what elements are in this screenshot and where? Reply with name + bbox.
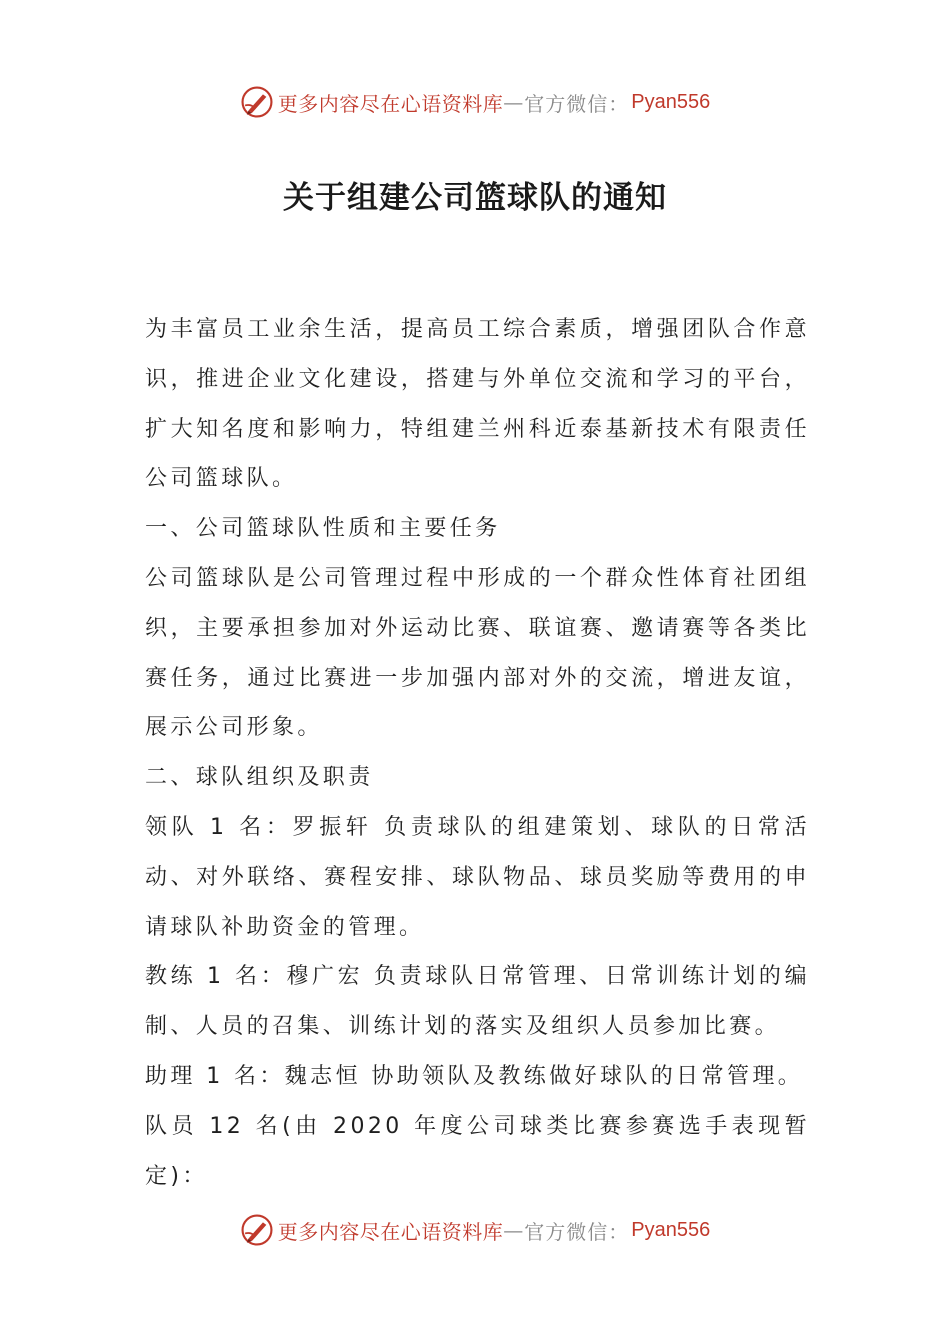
document-body [145,305,810,1201]
watermark-wechat-label: 官方微信： [524,1219,630,1244]
watermark-dash: — [503,1218,525,1242]
coach-paragraph: 教练 1 名：穆广宏 负责球队日常管理、日常训练计划的编制、人员的召集、训练计划的落实及组织人员参加比赛。 [145,964,810,1040]
nature-paragraph: 公司篮球队是公司管理过程中形成的一个群众性体育社团组织，主要承担参加对外运动比赛、联谊赛、邀请赛等各类比赛任务，通过比赛进一步加强内部对外的交流，增进友谊，展示公司形象。 [145,565,810,741]
watermark-account: Pyan556 [631,1218,711,1241]
intro-paragraph: 为丰富员工业余生活，提高员工综合素质，增强团队合作意识，推进企业文化建设，搭建与外单位交流和学习的平台，扩大知名度和影响力，特组建兰州科近泰基新技术有限责任公司篮球队。 [145,317,810,492]
pen-logo-icon [240,1213,274,1247]
team-leader-paragraph: 领队 1 名：罗振轩 负责球队的组建策划、球队的日常活动、对外联络、赛程安排、球队物品、球员奖励等费用的申请球队补助资金的管理。 [145,814,810,940]
header-watermark [0,82,950,122]
watermark-dash: — [503,90,525,114]
watermark-wechat-label: 官方微信： [524,91,630,116]
pen-logo-icon [240,85,274,119]
watermark-site-text: 更多内容尽在心语资料库 [277,91,504,116]
section-heading-organization: 二、球队组织及职责 [145,765,374,791]
document-title: 关于组建公司篮球队的通知 [283,180,667,216]
watermark-account: Pyan556 [631,90,711,113]
section-heading-nature: 一、公司篮球队性质和主要任务 [145,516,501,542]
watermark-site-text: 更多内容尽在心语资料库 [277,1219,504,1244]
footer-watermark [0,1210,950,1250]
assistant-paragraph: 助理 1 名：魏志恒 协助领队及教练做好球队的日常管理。 [145,1063,804,1089]
players-paragraph: 队员 12 名(由 2020 年度公司球类比赛参赛选手表现暂定)： [145,1113,810,1189]
